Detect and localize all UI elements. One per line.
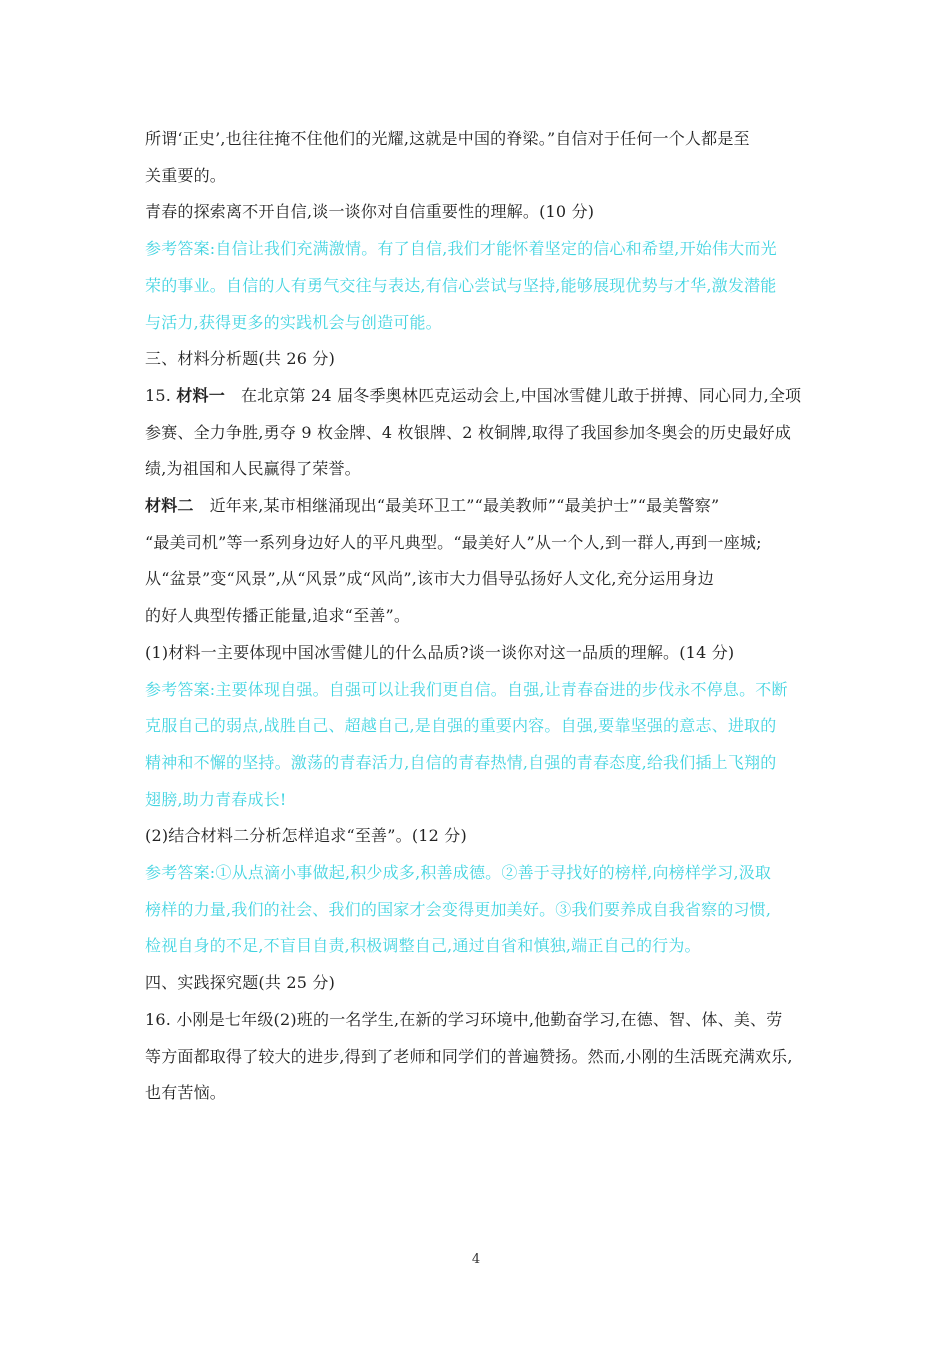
- answer-line: 检视自身的不足,不盲目自责,积极调整自己,通过自省和慎独,端正自己的行为。: [145, 936, 701, 956]
- answer-line: 参考答案:自信让我们充满激情。有了自信,我们才能怀着坚定的信心和希望,开始伟大而光: [145, 239, 777, 259]
- section-heading: 四、实践探究题(共 25 分): [145, 973, 336, 993]
- text-line: 绩,为祖国和人民赢得了荣誉。: [145, 459, 361, 479]
- answer-line: 参考答案:主要体现自强。自强可以让我们更自信。自强,让青春奋进的步伐永不停息。不断: [145, 679, 788, 699]
- question-number: 15.: [145, 385, 177, 405]
- answer-line: 克服自己的弱点,战胜自己、超越自己,是自强的重要内容。自强,要靠坚强的意志、进取的: [145, 716, 777, 736]
- text-line: 所谓‘正史’,也往往掩不住他们的光耀,这就是中国的脊梁。”自信对于任何一个人都是至: [145, 129, 750, 148]
- answer-line: 荣的事业。自信的人有勇气交往与表达,有信心尝试与坚持,能够展现优势与才华,激发潜能: [145, 275, 777, 295]
- question-prompt: 青春的探索离不开自信,谈一谈你对自信重要性的理解。(10 分): [145, 202, 595, 222]
- section-heading: 三、材料分析题(共 26 分): [145, 349, 336, 369]
- text-line: 关重要的。: [145, 165, 227, 185]
- material-two-line: [145, 488, 813, 525]
- question-15-line: [145, 378, 813, 415]
- answer-line: 与活力,获得更多的实践机会与创造可能。: [145, 312, 442, 332]
- answer-line: 参考答案:①从点滴小事做起,积少成多,积善成德。②善于寻找好的榜样,向榜样学习,汲取: [145, 863, 772, 883]
- answer-line: 翅膀,助力青春成长!: [145, 789, 287, 809]
- material-one-text: 在北京第 24 届冬季奥林匹克运动会上,中国冰雪健儿敢于拼搏、同心同力,全项: [240, 385, 802, 405]
- text-line: 等方面都取得了较大的进步,得到了老师和同学们的普遍赞扬。然而,小刚的生活既充满欢乐,: [145, 1046, 793, 1066]
- question-16-line: 16. 小刚是七年级(2)班的一名学生,在新的学习环境中,他勤奋学习,在德、智、体、美、劳: [145, 1009, 783, 1029]
- material-two-text: 近年来,某市相继涌现出“最美环卫工”“最美教师”“最美护士”“最美警察”: [209, 496, 720, 516]
- material-one-label: 材料一: [176, 385, 225, 405]
- answer-line: 精神和不懈的坚持。激荡的青春活力,自信的青春热情,自强的青春态度,给我们插上飞翔的: [145, 752, 777, 772]
- page-number: 4: [471, 1252, 481, 1267]
- answer-line: 榜样的力量,我们的社会、我们的国家才会变得更加美好。③我们要养成自我省察的习惯,: [145, 899, 772, 919]
- material-two-label: 材料二: [145, 496, 194, 516]
- text-line: 也有苦恼。: [145, 1083, 227, 1103]
- sub-question-2: (2)结合材料二分析怎样追求“至善”。(12 分): [145, 826, 467, 846]
- sub-question-1: (1)材料一主要体现中国冰雪健儿的什么品质?谈一谈你对这一品质的理解。(14 分): [145, 642, 735, 662]
- text-line: 从“盆景”变“风景”,从“风景”成“风尚”,该市大力倡导弘扬好人文化,充分运用身边: [145, 569, 714, 589]
- text-line: “最美司机”等一系列身边好人的平凡典型。“最美好人”从一个人,到一群人,再到一座城;: [145, 532, 762, 552]
- page-content: [145, 121, 813, 1112]
- text-line: 参赛、全力争胜,勇夺 9 枚金牌、4 枚银牌、2 枚铜牌,取得了我国参加冬奥会的历史最好成: [145, 422, 792, 442]
- text-line: 的好人典型传播正能量,追求“至善”。: [145, 606, 411, 626]
